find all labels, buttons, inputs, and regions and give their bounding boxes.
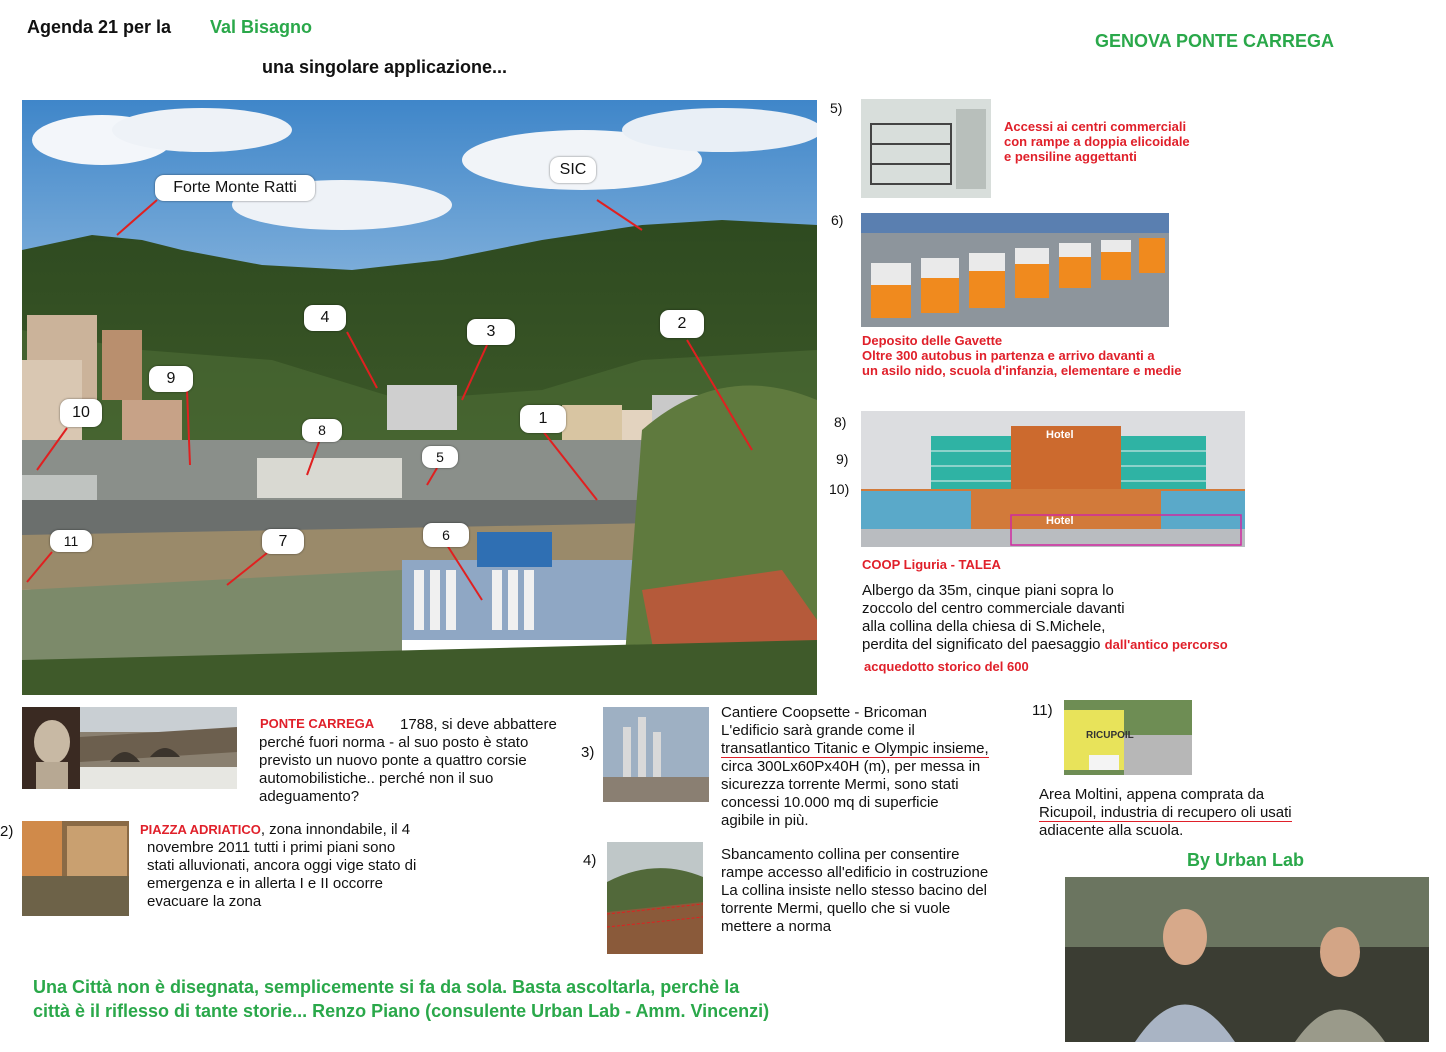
label-6: 6 xyxy=(423,523,469,547)
item6-caption: Deposito delle Gavette Oltre 300 autobus in partenza e arrivo davanti a un asilo nido, scuola d'infanzia, elementare e medie xyxy=(862,333,1182,378)
label-7: 7 xyxy=(262,529,304,554)
item10-number: 10) xyxy=(829,481,850,497)
item5-number: 5) xyxy=(830,100,843,116)
label-11: 11 xyxy=(50,530,92,552)
label-4: 4 xyxy=(304,305,346,331)
label-3: 3 xyxy=(467,319,515,345)
valley-illustration xyxy=(22,100,817,695)
ramp-illustration xyxy=(861,99,991,198)
coop-title: COOP Liguria - TALEA xyxy=(862,557,1001,572)
flood-illustration xyxy=(22,821,129,916)
piazza-number: 2) xyxy=(0,823,14,840)
renzo-piano-quote: Una Città non è disegnata, semplicemente si fa da sola. Basta ascoltarla, perchè la città è il riflesso di tante storie... Renzo Piano (consulente Urban Lab - Amm. Vincenzi) xyxy=(33,977,770,1021)
item9-number: 9) xyxy=(836,451,849,467)
hotel-sign-base: Hotel xyxy=(1046,515,1074,527)
bust-photo xyxy=(22,707,80,789)
ricupoil-photo xyxy=(1064,700,1192,775)
hill-excavation-photo xyxy=(607,842,703,954)
item4-text: Sbancamento collina per consentire rampe accesso all'edificio in costruzione La collina insiste nello stesso bacino del torrente Mermi, quello che si vuole mettere a norma xyxy=(721,846,989,935)
label-10: 10 xyxy=(60,399,102,427)
label-1: 1 xyxy=(520,405,566,433)
label-2: 2 xyxy=(660,310,704,338)
old-bridge-illustration xyxy=(80,707,237,789)
main-valley-photo xyxy=(22,100,817,695)
flood-photo xyxy=(22,821,129,916)
label-8: 8 xyxy=(302,419,342,442)
item5-caption: Accessi ai centri commerciali con rampe a doppia elicoidale e pensiline aggettanti xyxy=(1004,119,1190,164)
title-place: Val Bisagno xyxy=(210,17,313,37)
label-9: 9 xyxy=(149,366,193,392)
item6-number: 6) xyxy=(831,212,844,228)
ponte-title: PONTE CARREGA xyxy=(260,716,375,731)
hotel-sign-top: Hotel xyxy=(1046,429,1074,441)
piazza-text: novembre 2011 tutti i primi piani sono stati alluvionati, ancora oggi vige stato di emergenza e in allerta I e II occorre evacuare la zona xyxy=(147,839,417,910)
urban-lab-illustration xyxy=(1065,877,1429,1042)
label-forte-monte-ratti: Forte Monte Ratti xyxy=(155,175,315,201)
ponte-year: 1788, si deve abbattere xyxy=(400,716,557,733)
hotel-description: Albergo da 35m, cinque piani sopra lo zoccolo del centro commerciale davanti alla collina della chiesa di S.Michele, perdita del significato del paesaggio dall'antico percorso xyxy=(862,582,1228,653)
subtitle: una singolare applicazione... xyxy=(262,57,508,77)
hotel-red-note: acquedotto storico del 600 xyxy=(864,659,1029,674)
title-prefix: Agenda 21 per la xyxy=(27,17,172,37)
ponte-text: perché fuori norma - al suo posto è stato previsto un nuovo ponte a quattro corsie automobilistiche.. perché non il suo adeguamento? xyxy=(259,734,529,805)
bus-depot-illustration xyxy=(861,213,1169,327)
piazza-block xyxy=(140,821,440,839)
item3-text: Cantiere Coopsette - Bricoman L'edificio sarà grande come il transatlantico Titanic e Olympic insieme, circa 300Lx60Px40H (m), per messa in sicurezza torrente Mermi, sono stati concessi 10.000 mq di superficie agibile in più. xyxy=(721,704,989,829)
credit-urban-lab: By Urban Lab xyxy=(1187,850,1305,870)
label-sic: SIC xyxy=(550,157,596,183)
item6-bus-depot-photo xyxy=(861,213,1169,327)
piazza-title: PIAZZA ADRIATICO xyxy=(140,822,261,837)
item5-ramp-photo xyxy=(861,99,991,198)
hill-illustration xyxy=(607,842,703,954)
ricupoil-sign: RICUPOIL xyxy=(1086,730,1134,741)
item8-number: 8) xyxy=(834,414,847,430)
label-5: 5 xyxy=(422,446,458,468)
item11-number: 11) xyxy=(1032,702,1053,719)
item3-number: 3) xyxy=(581,744,595,761)
old-bridge-photo xyxy=(80,707,237,789)
hotel-render-photo xyxy=(861,411,1245,547)
item11-text: Area Moltini, appena comprata da Ricupoil, industria di recupero oli usati adiacente alla scuola. xyxy=(1039,786,1292,839)
location-title: GENOVA PONTE CARREGA xyxy=(1095,31,1335,51)
bust-illustration xyxy=(22,707,80,789)
urban-lab-photo xyxy=(1065,877,1429,1042)
construction-illustration xyxy=(603,707,709,802)
item4-number: 4) xyxy=(583,852,597,869)
construction-photo xyxy=(603,707,709,802)
piazza-first-line: , zona innondabile, il 4 xyxy=(260,821,411,838)
